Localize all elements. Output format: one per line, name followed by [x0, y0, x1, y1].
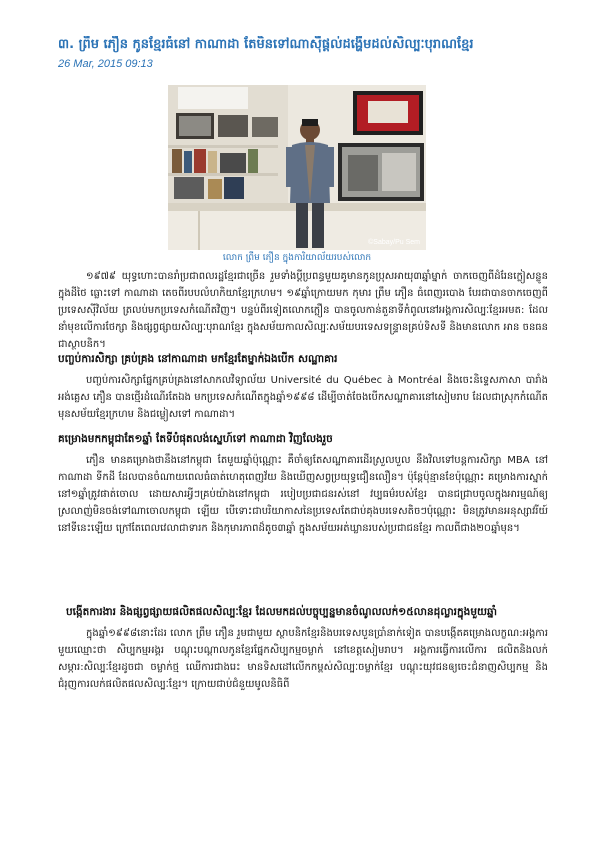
article-title: ៣. ព្រឹម ភឿន កូនខ្មែរធំនៅ កាណាដា តែមិនទៅណាស៊ីផ្តល់ដង្ហើមដល់សិល្បៈបុរាណខ្មែរ: [58, 37, 474, 52]
paragraph-1: ១៩៧៩ យុទ្ធហោះបានរាំប្រជាពលរដ្ឋខ្មែរជាច្រើន រួមទាំងប្តីប្រពន្ធមួយគូមានកូនប្រុសអាយុ៣ឆ្នាំម្នាក់ ចាកចេញពីដំរែនក្លៀសន្លូនក្នុងដីថៃ ធ្លោះទៅ កាណាដា តេចពីរបបលំហកិយាខ្មែរក្រហម។ ១៩ឆ្នាំក្រោយមក កុមារ ព្រឹម ភឿន ធំពេញរបោង បែរជាបានចាកចេញពីប្រទេសស៊ីវិល័យ ត្រលប់មកប្រទេសកំណើតវិញ។ បន្ទប់ពីរទៀតលោកក្លឿន បានចូលកាន់តួនាទីកំពូលនៅអង្គការសិល្បៈខ្មែរអមត: ដែលនាំមុខលើការថែក្សា និងផ្សព្វផ្សាយសិល្បៈបុរាណខ្មែរ ក្នុងសម័យកាលសិល្បៈសម័យបរទេសទន្ទ្រានគ្រប់ទិសទី និងមានលោក អាន ចនធន ជាស្ថាបនិក។: [58, 271, 548, 350]
paragraph-3: ភឿន មានគម្រោងថានឹងនៅកម្ពុជា តែមួយឆ្នាំប៉ុណ្ណោះ គឺចាំឲ្យតែសណ្ឋាគារដើរស្រួលបួល នឹងវិលទៅបន្តការសិក្សា MBA នៅ កាណាដា ទីកដី ដែលបានចំណាយពេលធំធាត់ហេតុពេញវ័យ និងឃើញសព្វប្រយុទ្ធជឿនលឿន។ ប៉ុន្តែប៉ុន្មានខែប៉ុណ្ណោះ គម្រោងការស្នាក់នៅ១ឆ្នាំត្រូវផាត់ចោល ដោយសារអ្វីៗគ្រប់យ៉ាងនៅកម្ពុជា របៀបប្រជាជនរស់នៅ វប្បធម៌របស់ខ្មែរ បានជជ្រាបចូលក្នុងអារម្មណ៍ឲ្យស្រលាញ់មិនចង់ទៅណាចោលកម្ពុជា ឡើយ បើទោះជាបរិយាកាសនៃប្រទេសតែជាប់គុងបរទេសតិចៗប៉ុណ្ណោះ មិនត្រូវមានអនុស្សាវរីយ៍នៅទីនេះឡើយ ក្រៅតែពេលវេលាជាទារក និងកុមារភាពដ៏តូច៣ឆ្នាំ ក្នុងសម័យអត់ឃ្លានរបស់ប្រជាជនខ្មែរ កាលពីជាង២០ឆ្នាំមុន។: [58, 455, 548, 534]
article-photo: [168, 85, 426, 250]
article-date: 26 Mar, 2015 09:13: [58, 58, 153, 70]
photo-watermark: ©Sabay/Pu Sem: [368, 239, 420, 246]
office-photo-illustration: [168, 85, 426, 250]
section-heading-2: គម្រោងមកកម្ពុជាតែ១ឆ្នាំ តែទីបំផុតលង់ស្នេហ៍ទៅ កាណាដា វិញលែងរួច: [58, 433, 333, 445]
section-heading-3: បង្កើតការងារ និងផ្សព្វផ្សាយផលិតផលសិល្បៈខ្មែរ ដែលមកដល់បច្ចុប្បន្នមានចំណូលលក់១៥លានដុល្លារក្នុងមួយឆ្នាំ: [66, 606, 497, 618]
paragraph-2: បញ្ចប់ការសិក្សាផ្នែកគ្រប់គ្រងនៅសាកលវិទ្យាល័យ Université du Québec à Montréal និងចេះនិទ្ទេសភាសា បារាំង អង់គ្លេស ភឿន បានថ្មើរដំណើរតែឯង មកប្រទេសកំណើតក្នុងឆ្នាំ១៩៩៨ ដើម្បីចាត់ចែងបើកសណ្ឋាគារនៅសៀមរាប ដែលជាស្រុកកំណើតមុនសម័យខ្មែរក្រហម និងជម្លៀសទៅ កាណាដា។: [58, 375, 548, 420]
photo-caption: លោក ព្រឹម ភឿន ក្នុងការិយាល័យរបស់លោក: [222, 253, 372, 263]
section-heading-1: បញ្ចប់ការសិក្សា គ្រប់គ្រង នៅកាណាដា មកខ្មែរតែម្នាក់ឯងបើក សណ្ឋាគារ: [58, 353, 338, 365]
paragraph-4: ក្នុងឆ្នាំ១៩៩៨នោះដែរ លោក ព្រឹម ភឿន រួមជាមួយ ស្ថាបនិកខ្មែរនិងបរទេសបួនប្រាំនាក់ទៀត បានបង្កើតគម្រោងលក្ខណ:អង្គការមួយឈ្មោះថា សិប្បកម្មអង្គរ បណ្តុះបណ្តាលកូនខ្មែរផ្នែកសិប្បកម្មចម្លាក់ នៅខេត្តសៀមរាប។ អង្គការធ្វើការលើការ ផលិតនិងលក់សម្ភារ:សិល្បៈខ្មែរដូចជា ចម្លាក់ថ្ម ឈើការជាងរេះ មានទិសដៅលើកកម្ពស់សិល្បៈចម្លាក់ខ្មែរ បណ្តុះយុវជនឲ្យចេះជំនាញសិប្បកម្ម និងជំរុញការលក់ផលិតផលសិល្បៈខ្មែរ។ ក្រោយជាប់ជំនួយមូលនិធិពី: [58, 628, 548, 690]
